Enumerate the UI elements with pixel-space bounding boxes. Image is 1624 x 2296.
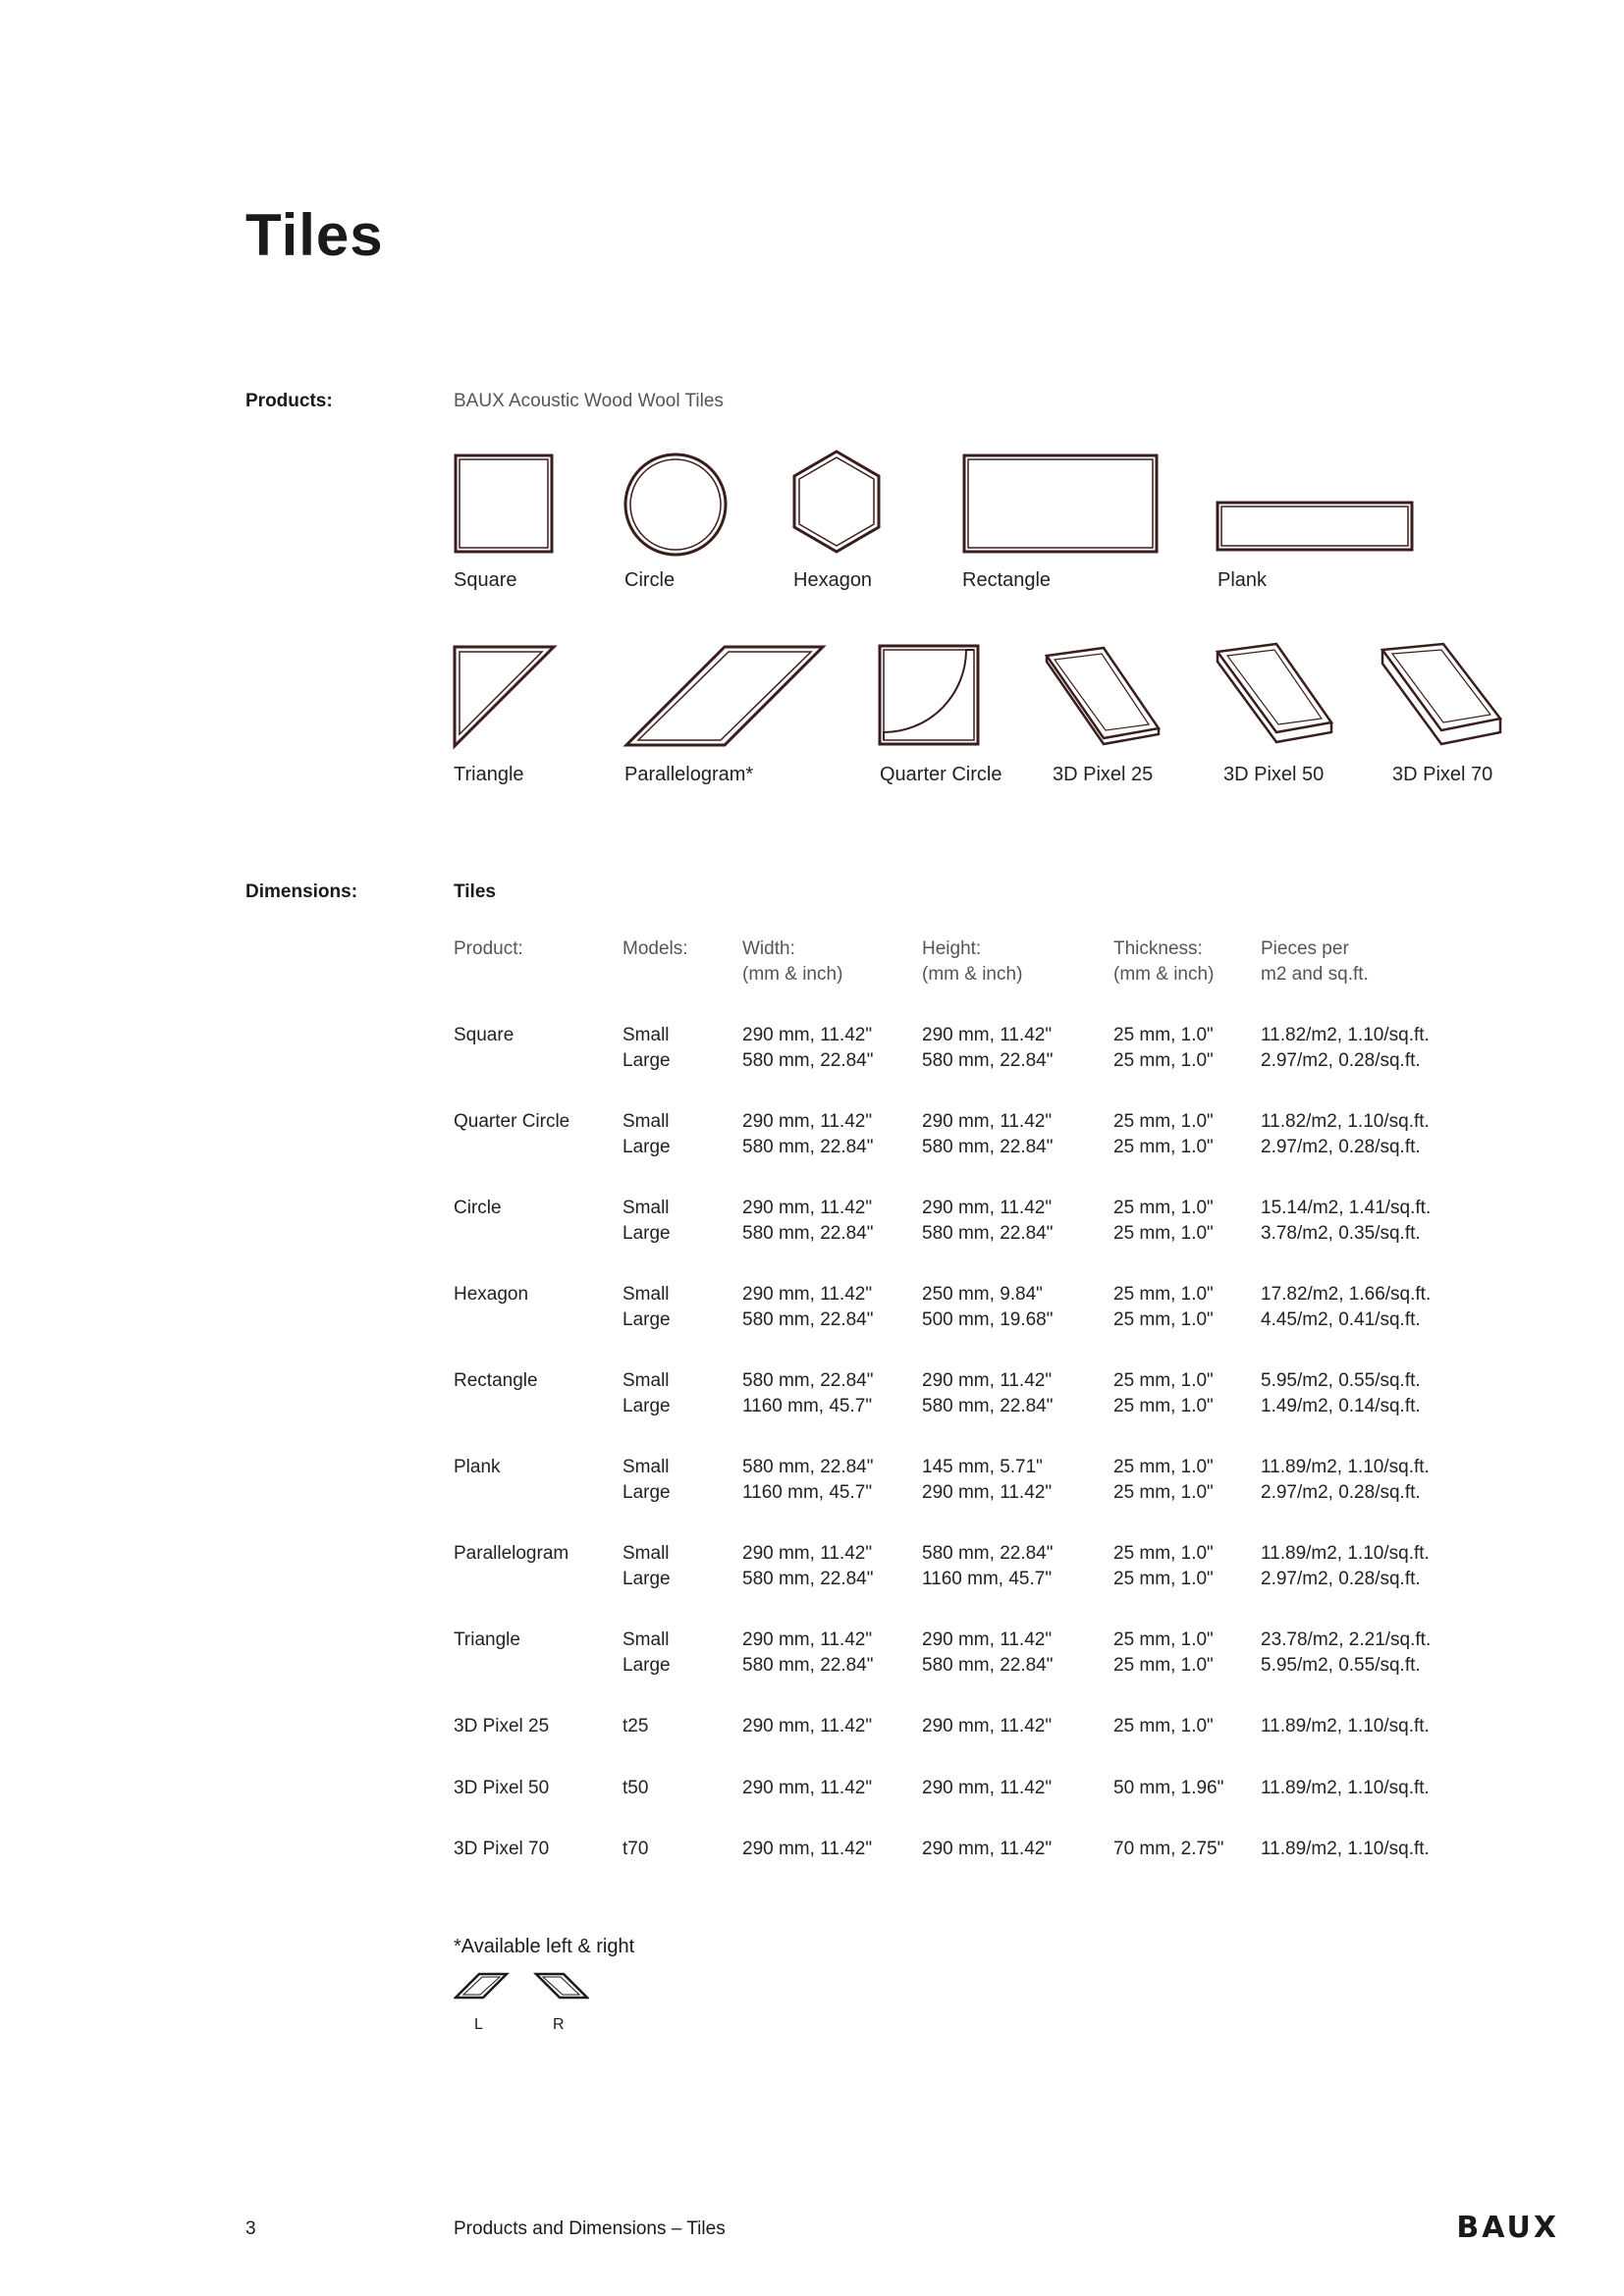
cell-thickness-line: 25 mm, 1.0" xyxy=(1113,1111,1214,1132)
cell-height-line: 145 mm, 5.71" xyxy=(922,1457,1043,1477)
cell-thickness xyxy=(1113,1109,1261,1196)
products-subtitle: BAUX Acoustic Wood Wool Tiles xyxy=(454,391,724,411)
page-title: Tiles xyxy=(245,202,384,268)
cell-models-line: Small xyxy=(623,1370,670,1391)
cell-pieces-line: 1.49/m2, 0.14/sq.ft. xyxy=(1261,1395,1421,1416)
cell-pieces xyxy=(1261,1837,1457,1898)
cell-pieces-line: 4.45/m2, 0.41/sq.ft. xyxy=(1261,1308,1421,1330)
cell-thickness-line: 25 mm, 1.0" xyxy=(1113,1136,1214,1157)
cell-product xyxy=(454,1714,623,1776)
table-row xyxy=(454,1368,1457,1455)
cell-width xyxy=(742,1368,922,1455)
cell-pieces-line: 11.89/m2, 1.10/sq.ft. xyxy=(1261,1839,1430,1859)
cell-height-line: 290 mm, 11.42" xyxy=(922,1370,1053,1391)
cell-width xyxy=(742,1714,922,1776)
cell-product-line: Square xyxy=(454,1025,514,1045)
table-row xyxy=(454,1282,1457,1368)
dimensions-table xyxy=(454,936,1457,1898)
cell-width-line: 580 mm, 22.84" xyxy=(742,1568,874,1589)
table-row xyxy=(454,1196,1457,1282)
cell-models xyxy=(623,1837,742,1898)
cell-thickness-line: 25 mm, 1.0" xyxy=(1113,1568,1214,1589)
cell-product-line: Parallelogram xyxy=(454,1543,569,1564)
cell-product-line: Triangle xyxy=(454,1629,520,1650)
cell-height xyxy=(922,1282,1113,1368)
table-row xyxy=(454,1776,1457,1838)
cell-height-line: 580 mm, 22.84" xyxy=(922,1654,1054,1676)
cell-product-line: 3D Pixel 25 xyxy=(454,1716,550,1736)
cell-width-line: 580 mm, 22.84" xyxy=(742,1457,874,1477)
parallelogram-right-icon xyxy=(532,1971,589,2001)
cell-width-line: 580 mm, 22.84" xyxy=(742,1370,874,1391)
cell-models xyxy=(623,1196,742,1282)
cell-product xyxy=(454,1628,623,1714)
cell-thickness-line: 25 mm, 1.0" xyxy=(1113,1222,1214,1244)
cell-models xyxy=(623,1628,742,1714)
cell-height xyxy=(922,1628,1113,1714)
cell-thickness-line: 25 mm, 1.0" xyxy=(1113,1629,1214,1650)
cell-product xyxy=(454,1837,623,1898)
cell-height-line: 580 mm, 22.84" xyxy=(922,1136,1054,1157)
cell-models-line: Large xyxy=(623,1136,671,1157)
triangle-icon xyxy=(452,644,558,750)
header-models: Models: xyxy=(623,938,688,959)
3d-pixel-25-icon xyxy=(1043,644,1164,746)
cell-pieces xyxy=(1261,1455,1457,1541)
left-label: L xyxy=(474,2016,483,2033)
shape-label-parallelogram: Parallelogram* xyxy=(624,764,754,785)
cell-height-line: 250 mm, 9.84" xyxy=(922,1284,1043,1305)
plank-icon xyxy=(1216,501,1414,552)
cell-product xyxy=(454,1109,623,1196)
shape-label-quarter-circle: Quarter Circle xyxy=(880,764,1002,785)
cell-width-line: 290 mm, 11.42" xyxy=(742,1716,873,1736)
table-row xyxy=(454,1628,1457,1714)
cell-models-line: Small xyxy=(623,1543,670,1564)
shape-label-plank: Plank xyxy=(1218,569,1268,591)
cell-pieces xyxy=(1261,1714,1457,1776)
table-row xyxy=(454,1455,1457,1541)
dimensions-subhead: Tiles xyxy=(454,881,496,902)
cell-models-line: Small xyxy=(623,1284,670,1305)
cell-product-line: Plank xyxy=(454,1457,501,1477)
cell-height-line: 290 mm, 11.42" xyxy=(922,1777,1053,1798)
cell-height-line: 290 mm, 11.42" xyxy=(922,1629,1053,1650)
cell-product xyxy=(454,1368,623,1455)
cell-models-line: Small xyxy=(623,1025,670,1045)
cell-width xyxy=(742,1282,922,1368)
cell-models-line: Small xyxy=(623,1457,670,1477)
cell-width xyxy=(742,1628,922,1714)
cell-height-line: 290 mm, 11.42" xyxy=(922,1716,1053,1736)
cell-height xyxy=(922,1455,1113,1541)
cell-height-line: 580 mm, 22.84" xyxy=(922,1395,1054,1416)
cell-height xyxy=(922,1776,1113,1838)
cell-width-line: 290 mm, 11.42" xyxy=(742,1025,873,1045)
cell-models-line: Large xyxy=(623,1049,671,1071)
quarter-circle-icon xyxy=(878,644,980,746)
table-row xyxy=(454,1837,1457,1898)
cell-height xyxy=(922,1109,1113,1196)
shape-label-circle: Circle xyxy=(624,569,676,591)
cell-models xyxy=(623,1282,742,1368)
shape-label-3d-pixel-50: 3D Pixel 50 xyxy=(1223,764,1325,785)
cell-thickness xyxy=(1113,1023,1261,1109)
cell-width xyxy=(742,1455,922,1541)
header-width: Width: (mm & inch) xyxy=(742,938,843,985)
dimensions-label: Dimensions: xyxy=(245,881,358,902)
cell-width xyxy=(742,1023,922,1109)
cell-pieces xyxy=(1261,1628,1457,1714)
cell-width-line: 290 mm, 11.42" xyxy=(742,1543,873,1564)
header-pieces: Pieces per m2 and sq.ft. xyxy=(1261,938,1369,985)
cell-pieces-line: 2.97/m2, 0.28/sq.ft. xyxy=(1261,1049,1421,1071)
rectangle-icon xyxy=(962,454,1159,554)
cell-pieces xyxy=(1261,1541,1457,1628)
page-number: 3 xyxy=(245,2218,256,2239)
cell-pieces xyxy=(1261,1109,1457,1196)
cell-thickness xyxy=(1113,1837,1261,1898)
cell-models-line: t50 xyxy=(623,1777,649,1798)
footnote-text: *Available left & right xyxy=(454,1936,635,1957)
cell-height-line: 580 mm, 22.84" xyxy=(922,1543,1054,1564)
3d-pixel-70-icon xyxy=(1379,640,1508,748)
cell-width-line: 290 mm, 11.42" xyxy=(742,1284,873,1305)
cell-models-line: Large xyxy=(623,1481,671,1503)
cell-width-line: 1160 mm, 45.7" xyxy=(742,1395,873,1416)
cell-pieces-line: 17.82/m2, 1.66/sq.ft. xyxy=(1261,1284,1432,1305)
cell-thickness-line: 25 mm, 1.0" xyxy=(1113,1654,1214,1676)
cell-width xyxy=(742,1109,922,1196)
cell-pieces-line: 11.89/m2, 1.10/sq.ft. xyxy=(1261,1716,1430,1736)
cell-height-line: 290 mm, 11.42" xyxy=(922,1481,1053,1503)
cell-models-line: Large xyxy=(623,1222,671,1244)
parallelogram-left-icon xyxy=(454,1971,511,2001)
cell-pieces-line: 15.14/m2, 1.41/sq.ft. xyxy=(1261,1198,1432,1218)
hexagon-icon xyxy=(791,450,882,554)
cell-width-line: 580 mm, 22.84" xyxy=(742,1049,874,1071)
cell-models xyxy=(623,1714,742,1776)
cell-thickness xyxy=(1113,1282,1261,1368)
cell-width-line: 580 mm, 22.84" xyxy=(742,1654,874,1676)
shape-label-triangle: Triangle xyxy=(454,764,524,785)
cell-thickness xyxy=(1113,1196,1261,1282)
products-label: Products: xyxy=(245,391,333,411)
cell-pieces-line: 2.97/m2, 0.28/sq.ft. xyxy=(1261,1568,1421,1589)
cell-product-line: Quarter Circle xyxy=(454,1111,570,1132)
cell-height xyxy=(922,1368,1113,1455)
cell-models xyxy=(623,1368,742,1455)
circle-icon xyxy=(623,452,729,558)
cell-width-line: 290 mm, 11.42" xyxy=(742,1111,873,1132)
cell-models xyxy=(623,1023,742,1109)
cell-models-line: Small xyxy=(623,1198,670,1218)
baux-logo: BAUX xyxy=(1456,2211,1559,2245)
cell-height xyxy=(922,1714,1113,1776)
cell-width-line: 290 mm, 11.42" xyxy=(742,1777,873,1798)
table-row xyxy=(454,1023,1457,1109)
cell-models-line: Large xyxy=(623,1654,671,1676)
cell-height xyxy=(922,1837,1113,1898)
cell-thickness xyxy=(1113,1455,1261,1541)
cell-pieces xyxy=(1261,1196,1457,1282)
cell-thickness-line: 25 mm, 1.0" xyxy=(1113,1308,1214,1330)
shape-label-square: Square xyxy=(454,569,517,591)
cell-height-line: 290 mm, 11.42" xyxy=(922,1839,1053,1859)
cell-product xyxy=(454,1541,623,1628)
cell-thickness-line: 25 mm, 1.0" xyxy=(1113,1370,1214,1391)
table-header-row xyxy=(454,936,1457,1023)
cell-models-line: Small xyxy=(623,1111,670,1132)
cell-pieces xyxy=(1261,1368,1457,1455)
cell-thickness-line: 25 mm, 1.0" xyxy=(1113,1481,1214,1503)
cell-models-line: t25 xyxy=(623,1716,649,1736)
cell-pieces-line: 11.82/m2, 1.10/sq.ft. xyxy=(1261,1025,1430,1045)
cell-pieces-line: 5.95/m2, 0.55/sq.ft. xyxy=(1261,1654,1421,1676)
right-label: R xyxy=(553,2016,565,2033)
cell-thickness xyxy=(1113,1776,1261,1838)
cell-width-line: 290 mm, 11.42" xyxy=(742,1839,873,1859)
cell-thickness-line: 25 mm, 1.0" xyxy=(1113,1457,1214,1477)
cell-product-line: Circle xyxy=(454,1198,502,1218)
cell-thickness-line: 70 mm, 2.75" xyxy=(1113,1839,1224,1859)
cell-models xyxy=(623,1541,742,1628)
cell-models xyxy=(623,1776,742,1838)
cell-product-line: 3D Pixel 50 xyxy=(454,1777,550,1798)
cell-pieces-line: 11.89/m2, 1.10/sq.ft. xyxy=(1261,1777,1430,1798)
cell-product xyxy=(454,1196,623,1282)
cell-models-line: Large xyxy=(623,1568,671,1589)
table-row xyxy=(454,1714,1457,1776)
cell-height-line: 580 mm, 22.84" xyxy=(922,1222,1054,1244)
cell-thickness-line: 25 mm, 1.0" xyxy=(1113,1025,1214,1045)
shape-label-3d-pixel-25: 3D Pixel 25 xyxy=(1053,764,1154,785)
table-row xyxy=(454,1109,1457,1196)
cell-thickness-line: 50 mm, 1.96" xyxy=(1113,1777,1224,1798)
cell-thickness-line: 25 mm, 1.0" xyxy=(1113,1395,1214,1416)
table-row xyxy=(454,1541,1457,1628)
shape-label-rectangle: Rectangle xyxy=(962,569,1052,591)
cell-height-line: 290 mm, 11.42" xyxy=(922,1111,1053,1132)
cell-width xyxy=(742,1196,922,1282)
cell-pieces-line: 3.78/m2, 0.35/sq.ft. xyxy=(1261,1222,1421,1244)
cell-models xyxy=(623,1455,742,1541)
square-icon xyxy=(454,454,554,554)
cell-product-line: 3D Pixel 70 xyxy=(454,1839,550,1859)
cell-height xyxy=(922,1541,1113,1628)
cell-thickness xyxy=(1113,1541,1261,1628)
cell-thickness-line: 25 mm, 1.0" xyxy=(1113,1543,1214,1564)
cell-width-line: 580 mm, 22.84" xyxy=(742,1222,874,1244)
cell-width xyxy=(742,1837,922,1898)
cell-pieces-line: 11.89/m2, 1.10/sq.ft. xyxy=(1261,1543,1430,1564)
cell-product xyxy=(454,1023,623,1109)
cell-width-line: 1160 mm, 45.7" xyxy=(742,1481,873,1503)
cell-pieces-line: 5.95/m2, 0.55/sq.ft. xyxy=(1261,1370,1421,1391)
cell-pieces-line: 2.97/m2, 0.28/sq.ft. xyxy=(1261,1481,1421,1503)
cell-models-line: t70 xyxy=(623,1839,649,1859)
header-height: Height: (mm & inch) xyxy=(922,938,1023,985)
cell-product xyxy=(454,1776,623,1838)
header-product: Product: xyxy=(454,938,523,959)
cell-pieces xyxy=(1261,1282,1457,1368)
cell-models-line: Large xyxy=(623,1308,671,1330)
cell-width-line: 290 mm, 11.42" xyxy=(742,1198,873,1218)
shape-label-hexagon: Hexagon xyxy=(793,569,873,591)
cell-height-line: 580 mm, 22.84" xyxy=(922,1049,1054,1071)
cell-models-line: Small xyxy=(623,1629,670,1650)
cell-thickness xyxy=(1113,1368,1261,1455)
cell-height-line: 290 mm, 11.42" xyxy=(922,1198,1053,1218)
footer-section-title: Products and Dimensions – Tiles xyxy=(454,2218,726,2239)
cell-width-line: 580 mm, 22.84" xyxy=(742,1308,874,1330)
cell-product-line: Hexagon xyxy=(454,1284,529,1305)
cell-pieces xyxy=(1261,1776,1457,1838)
cell-height-line: 500 mm, 19.68" xyxy=(922,1308,1054,1330)
cell-pieces-line: 23.78/m2, 2.21/sq.ft. xyxy=(1261,1629,1432,1650)
cell-width-line: 580 mm, 22.84" xyxy=(742,1136,874,1157)
cell-pieces xyxy=(1261,1023,1457,1109)
3d-pixel-50-icon xyxy=(1214,640,1339,746)
cell-product xyxy=(454,1455,623,1541)
cell-thickness-line: 25 mm, 1.0" xyxy=(1113,1198,1214,1218)
cell-width xyxy=(742,1776,922,1838)
cell-thickness-line: 25 mm, 1.0" xyxy=(1113,1716,1214,1736)
cell-thickness xyxy=(1113,1714,1261,1776)
shape-label-3d-pixel-70: 3D Pixel 70 xyxy=(1392,764,1493,785)
cell-product xyxy=(454,1282,623,1368)
cell-pieces-line: 2.97/m2, 0.28/sq.ft. xyxy=(1261,1136,1421,1157)
parallelogram-icon xyxy=(623,644,827,748)
cell-width xyxy=(742,1541,922,1628)
cell-width-line: 290 mm, 11.42" xyxy=(742,1629,873,1650)
cell-height-line: 1160 mm, 45.7" xyxy=(922,1568,1053,1589)
cell-height-line: 290 mm, 11.42" xyxy=(922,1025,1053,1045)
cell-height xyxy=(922,1023,1113,1109)
cell-product-line: Rectangle xyxy=(454,1370,538,1391)
cell-pieces-line: 11.82/m2, 1.10/sq.ft. xyxy=(1261,1111,1430,1132)
cell-pieces-line: 11.89/m2, 1.10/sq.ft. xyxy=(1261,1457,1430,1477)
cell-models-line: Large xyxy=(623,1395,671,1416)
cell-thickness-line: 25 mm, 1.0" xyxy=(1113,1284,1214,1305)
cell-thickness-line: 25 mm, 1.0" xyxy=(1113,1049,1214,1071)
cell-models xyxy=(623,1109,742,1196)
cell-height xyxy=(922,1196,1113,1282)
header-thickness: Thickness: (mm & inch) xyxy=(1113,938,1215,985)
cell-thickness xyxy=(1113,1628,1261,1714)
